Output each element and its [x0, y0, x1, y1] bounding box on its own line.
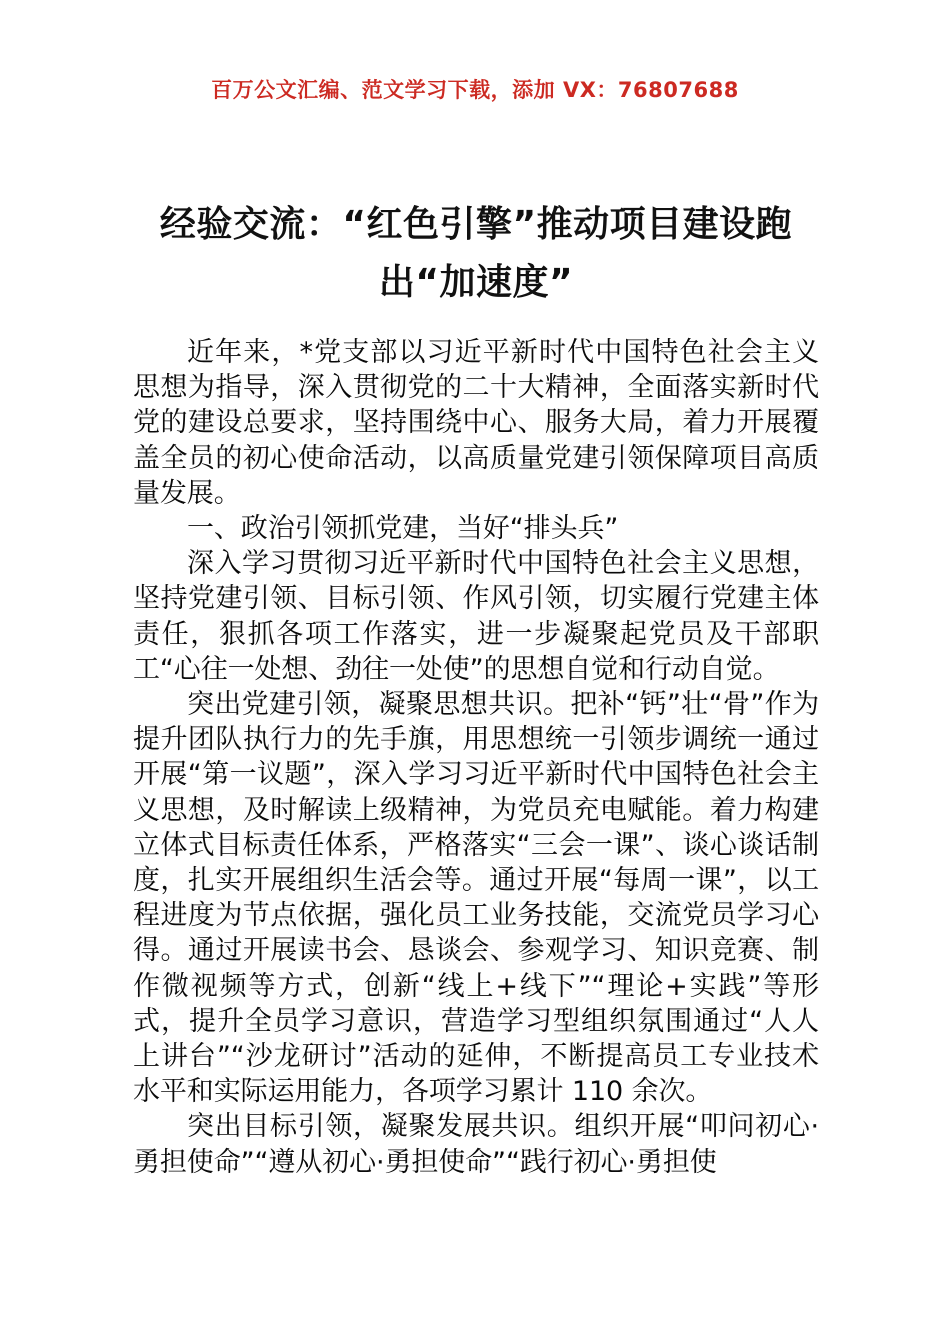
- paragraph-intro: 近年来，*党支部以习近平新时代中国特色社会主义思想为指导，深入贯彻党的二十大精神，全面落实新时代党的建设总要求，坚持围绕中心、服务大局，着力开展覆盖全员的初心使命活动，以高质量党建引领保障项目高质量发展。: [133, 337, 819, 509]
- paragraph-party-building-lead: 突出党建引领，凝聚思想共识。把补“钙”壮“骨”作为提升团队执行力的先手旗，用思想统一引领步调统一通过开展“第一议题”，深入学习习近平新时代中国特色社会主义思想，及时解读上级精神，为党员充电赋能。着力构建立体式目标责任体系，严格落实“三会一课”、谈心谈话制度，扎实开展组织生活会等。通过开展“每周一课”，以工程进度为节点依据，强化员工业务技能，交流党员学习心得。通过开展读书会、恳谈会、参观学习、知识竞赛、制作微视频等方式，创新“线上+线下”“理论+实践”等形式，提升全员学习意识，营造学习型组织氛围通过“人人上讲台”“沙龙研讨”活动的延伸，不断提高员工专业技术水平和实际运用能力，各项学习累计 110 余次。: [133, 689, 819, 1108]
- promo-header-banner: 百万公文汇编、范文学习下载，添加 VX：76807688: [211, 78, 739, 102]
- paragraph-goal-lead: 突出目标引领，凝聚发展共识。组织开展“叩问初心·勇担使命”“遵从初心·勇担使命”“践行初心·勇担使: [133, 1111, 819, 1178]
- page-title: 经验交流：“红色引擎”推动项目建设跑出“加速度”: [159, 204, 793, 304]
- document-body: [133, 335, 819, 1180]
- paragraph-political-guidance: 深入学习贯彻习近平新时代中国特色社会主义思想，坚持党建引领、目标引领、作风引领，切实履行党建主体责任，狠抓各项工作落实，进一步凝聚起党员及干部职工“心往一处想、劲往一处使”的思想自觉和行动自觉。: [133, 548, 819, 685]
- section-heading-one: 一、政治引领抓党建，当好“排头兵”: [187, 513, 619, 545]
